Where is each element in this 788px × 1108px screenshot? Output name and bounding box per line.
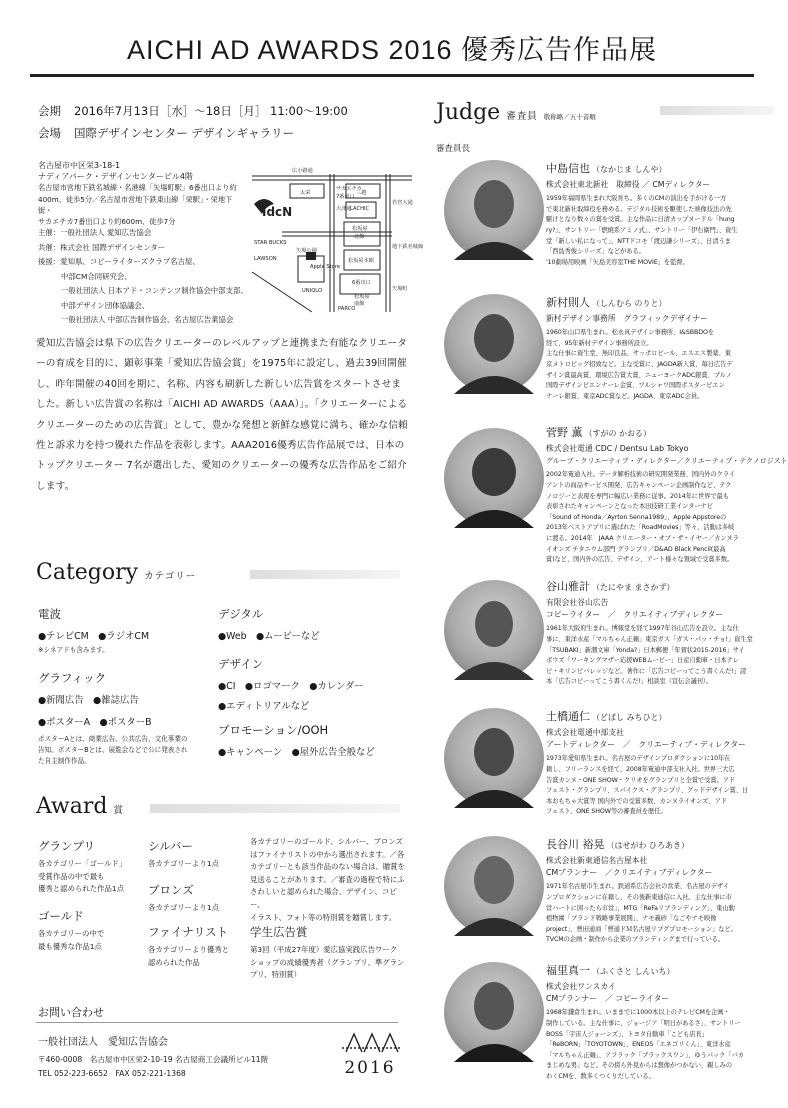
aaa-logo-mark — [330, 1028, 410, 1058]
map-label: Apple Store — [310, 264, 341, 270]
judge-role: 株式会社ワンスカイ — [546, 982, 616, 991]
chief-judge-label: 審査員長 — [436, 144, 471, 154]
category-rule — [250, 570, 400, 579]
judge-role: コピーライター ／ クリエイティブディレクター — [546, 610, 724, 620]
award-desc: 各カテゴリーより1点 — [148, 859, 219, 868]
judge-name: 長谷川 裕晃 （はせがわ ひろあき） — [546, 838, 690, 851]
judge-heading-en: Judge — [436, 100, 501, 125]
category-group-design — [218, 656, 408, 712]
event-venue — [38, 122, 418, 144]
access-line: 名古屋市営地下鉄名城線・名港線「矢場町駅」6番出口より約 — [38, 183, 237, 193]
access-map — [252, 164, 424, 312]
judge-role: 株式会社東北新社 取締役 ／ CMディレクター — [546, 180, 711, 189]
judge-role: 株式会社電通中部支社 — [546, 728, 624, 737]
award-name: シルバー — [148, 839, 193, 853]
category-group-graphic — [38, 670, 198, 767]
judge-role: CMプランナー ／クリエイティブディレクター — [546, 868, 713, 878]
judge-photo — [444, 708, 544, 808]
map-label: 大津通 — [336, 206, 352, 212]
category-items: ●新聞広告 ●雑誌広告 — [38, 695, 139, 706]
judge-photo — [444, 428, 544, 528]
judge-entry — [546, 578, 786, 688]
award-name: ブロンズ — [148, 883, 194, 897]
judge-entry — [546, 708, 786, 818]
category-heading — [36, 560, 196, 585]
map-graphic — [252, 164, 424, 312]
access-line: 400m、徒歩5分／名古屋市営地下鉄東山線「栄駅」・栄地下街・ — [38, 194, 233, 215]
period-value: 2016年7月13日［水］～18日［月］ 11:00～19:00 — [74, 104, 348, 118]
award-heading-jp: 賞 — [113, 805, 124, 816]
intro-paragraph: 愛知広告協会は県下の広告クリエーターのレベルアップと連携また有能なクリエーターの育成を目的に、顕彰事業「愛知広告協会賞」を1975年に設定し、過去39回開催し、昨年開催の40回を期に、名称、内容も刷新した新しい広告賞をスタートさせました。新しい広告賞の名称は「AICHI AD AWARDS（AAA）」。「クリエーターによるクリエーターのための広告賞」として、豊かな発想と新鮮な感覚に満ち、確かな信頼性と訴求力を持つ優れた作品を表彰します。AAA2016優秀広告作品展では、日本のトップクリエーター 7名が選出した、愛知のクリエーターの優秀な広告作品をご紹介します。 — [36, 338, 408, 492]
award-heading — [36, 794, 124, 819]
category-note: ※シネアドも含みます。 — [38, 646, 109, 654]
map-label: 北館 — [354, 234, 365, 240]
award-desc: 各カテゴリー「ゴールド」 受賞作品の中で最も 優秀と認められた作品1点 — [38, 859, 127, 894]
category-items: ●Web ●ムービーなど — [218, 631, 320, 642]
award-bronze — [148, 882, 228, 915]
category-heading-jp: カテゴリー — [144, 571, 197, 582]
award-name: ファイナリスト — [148, 925, 229, 939]
venue-label: 会場 — [38, 126, 61, 140]
event-info — [38, 100, 418, 144]
category-name: グラフィック — [38, 671, 107, 685]
category-items: ●エディトリアルなど — [218, 701, 310, 712]
map-label: 松坂屋 — [352, 226, 368, 232]
aaa-logo-year: 2016 — [344, 1058, 396, 1078]
judge-photo — [444, 962, 544, 1062]
contact-phone: TEL 052-223-6652 FAX 052-221-1368 — [38, 1068, 186, 1078]
award-finalist — [148, 924, 238, 969]
support-lead: 後援：愛知県、コピーライターズクラブ名古屋、 — [38, 257, 200, 266]
award-gold — [38, 908, 148, 953]
period-label: 会期 — [38, 104, 61, 118]
category-heading-en: Category — [36, 560, 139, 585]
support-line: 中部CM合同研究会、 — [61, 271, 132, 281]
support-line: 中部デザイン団体協議会、 — [61, 300, 150, 310]
category-items: ●ポスターA ●ポスターB — [38, 717, 152, 728]
judge-role: 株式会社新東通信名古屋本社 — [546, 856, 648, 865]
judge-name: 福里真一 （ふくさと しんいち） — [546, 964, 675, 977]
organizers — [38, 226, 268, 328]
award-rule — [150, 804, 400, 813]
judge-photo — [444, 836, 544, 936]
map-label: 松坂屋本館 — [348, 258, 374, 264]
cohost: 共催：株式会社 国際デザインセンター — [38, 242, 166, 252]
judge-bio: 1971年名古屋市生まれ。鉄道系広告会社の営業、名古屋のデザイ ンプロダクションに在籍し、その後新東通信に入社。主な仕事に市 営ハートに困ったら市営」、MTG「ReFaリブランディング」、東山動 植物園「ブランド戦略事業展開」、ナモ義砂「なごやナモ映像 project」、豊田通商「豊通ドＭ名古屋リブグプロモーション」など。 TVCMの企画・制作から企業のブランディングまで行っている。 — [546, 883, 737, 944]
award-desc: 第3回（平成27年度）愛広協実践広告ワーク ショップの成績優秀者（グランプリ、準グラン プリ、特別賞） — [250, 945, 405, 980]
map-label: 若宮大通 — [392, 200, 413, 206]
judge-entry — [546, 424, 788, 566]
judge-entry — [546, 962, 786, 1083]
map-label: LAWSON — [254, 256, 277, 262]
contact-org: 一般社団法人 愛知広告協会 — [38, 1037, 168, 1048]
map-label: UNIQLO — [302, 288, 323, 294]
venue-value: 国際デザインセンター デザインギャラリー — [74, 126, 295, 140]
map-label: サカエチカ — [336, 186, 362, 192]
award-heading-en: Award — [36, 794, 108, 819]
judge-photo — [444, 160, 544, 260]
map-label: 三越 — [356, 190, 367, 196]
judge-name: 中島信也 （なかじま しんや） — [546, 162, 667, 175]
title-divider — [30, 74, 754, 77]
judge-heading — [436, 100, 596, 125]
judge-name: 新村則人 （しんむら のりと） — [546, 296, 667, 309]
map-label: STAR BUCKS — [254, 240, 287, 246]
award-desc: 各カテゴリーの中で 最も優秀な作品1点 — [38, 929, 105, 951]
map-label: 地下鉄名城線 — [392, 244, 424, 250]
category-name: プロモーション/OOH — [218, 723, 329, 737]
contact-address: 〒460-0008 名古屋市中区栄2-10-19 名古屋商工会議所ビル11階 — [38, 1055, 269, 1064]
judge-name: 土橋通仁 （どばし みちひと） — [546, 710, 667, 723]
judge-entry — [546, 836, 786, 946]
map-label: LACHIC — [350, 206, 370, 212]
category-group-promotion — [218, 722, 408, 758]
map-label: 松坂屋 — [354, 294, 370, 300]
award-desc: 各カテゴリーより1点 — [148, 903, 219, 912]
award-name: ゴールド — [38, 909, 84, 923]
venue-address — [38, 160, 243, 227]
host: 主催：一般社団法人 愛知広告協会 — [38, 228, 152, 237]
judge-name: 谷山雅計 （たにやま まさかず） — [546, 580, 675, 593]
access-line: サカエチカ7番出口より約600m、徒歩7分 — [38, 217, 176, 227]
judge-rule — [660, 106, 774, 115]
judge-bio: 1968年鎌倉生まれ。いままでに1000本以上のテレビCMを企画・ 制作している。主な仕事に、ジョージア「明日があるさ」、サントリー BOSS「宇宙人ジョーンズ」、トヨタ自動車「こども店長」 「ReBORN」「TOYOTOWN」、ENEOS「エネゴリくん」、東洋水産 「マルちゃん正麺」、アフラック「ブラックスワン」、ゆうパック「バカ まじめな男」など。その傍ら外見からは想像がつかない、親しみの わくCMを、数多くつくりだしている。 — [546, 1009, 744, 1080]
judge-entry — [546, 160, 786, 268]
map-label: 7番出口 — [336, 194, 355, 200]
award-student — [250, 924, 410, 982]
judge-bio: 2002年電通入社。データ解析技術の研究開発業務、国内外のクライ アントの商品サービス開発、広告キャンペーン企画制作など、テク ノロジーと表現を専門に幅広い業務に従事。2014年に世界で最も 表彰されたキャンペーンとなった本田技研工業インターナビ 「Sound of Honda／Ayrton Senna1989」、Apple Appstoreの 2013年ベストアプリに選ばれた「RoadMovies」等々、活動は多岐 に渡る。2014年 JAAA クリエーター・オブ・ザ・イヤー／カンヌラ イオンズ チタニウム部門 グランプリ／D&AD Black Pencil(最高 賞)など、国内外の広告、デザイン、アート様々な領域で受賞多数。 — [546, 471, 739, 564]
category-name: デジタル — [218, 607, 264, 621]
award-desc: 各カテゴリーより優秀と 認められた作品 — [148, 945, 230, 967]
category-items: ●CI ●ロゴマーク ●カレンダー — [218, 681, 364, 692]
category-note: ポスターAとは、商業広告、公共広告、文化事業の告知。ポスターBとは、展覧会などで公に発表された自主制作作品。 — [38, 735, 188, 765]
map-label: 広小路通 — [292, 168, 313, 174]
award-note: 各カテゴリーのゴールド、シルバー、ブロンズ はファイナリストの中から選出されます。／各 カテゴリーとも該当作品のない場合は、贈賞を 見送ることがあります。／審査の過程で特にふ さわしいと認められた場合、デザイン、コピー、 イラスト、フォト等の特別賞を贈賞します。 — [250, 837, 405, 922]
support-line: 一般社団法人 中部広告制作協会、名古屋広告業協会 — [61, 315, 234, 324]
award-name: 学生広告賞 — [250, 925, 308, 939]
award-grandprix — [38, 838, 148, 896]
judge-photo — [444, 580, 544, 680]
map-label: 6番出口 — [352, 280, 371, 286]
judge-order-note: 敬称略／五十音順 — [543, 113, 596, 121]
judge-bio: 1961年大阪府生まれ。博報堂を経て1997年谷山広告を設立。主な仕 事に、東洋水産「マルちゃん正麺」東京ガス「ガス・パッ・チョ!」資生堂 「TSUBAKI」新潮文庫「Yonda?」日本郵便「年賀状2015-2016」サイ ボウズ「ワーキングマザー応援WEBムービー」日産自動車・日本テレ ビ・キリンビバレッジなど。著作に「広告コピーってこう書くんだ!」読 本「広告コピーってこう書くんだ!」相談室（宣伝会議刊）。 — [546, 625, 753, 686]
category-items: ●キャンペーン ●屋外広告全般など — [218, 747, 375, 758]
judge-role: 有限会社谷山広告 — [546, 598, 609, 607]
award-silver — [148, 838, 228, 871]
judge-bio: 1959年福岡県生まれ大阪育ち。多くのCMの演出を手がける一方 で東北新社取締役を務める。デジタル技術を駆使した映像技法の先 駆けとなり数々の賞を受賞。主な作品に日清カップヌードル「hung ry?」、サントリー「燃焼系アミノ式」、サントリー「伊右衛門」、資生 堂「新しい私になって」、NTTドコモ「渡辺謙シリーズ」、日清うま 「西島秀俊シリーズ」などがある。 '10劇場用映画「矢島美容室THE MOVIE」を監督。 — [546, 195, 738, 266]
judge-entry — [546, 294, 786, 402]
category-items: ●テレビCM ●ラジオCM — [38, 631, 150, 642]
map-label: PARCO — [338, 306, 356, 312]
contact-details — [38, 1053, 268, 1080]
category-name: デザイン — [218, 657, 264, 671]
map-label: 矢場公園 — [296, 248, 317, 254]
map-label: 南館 — [354, 301, 365, 307]
category-group-digital — [218, 606, 408, 642]
judge-role: 株式会社電通 CDC / Dentsu Lab Tokyo — [546, 444, 689, 453]
judge-role: グループ・クリエーティブ・ディレクター／クリエーティブ・テクノロジスト — [546, 457, 788, 466]
category-group-broadcast — [38, 606, 218, 656]
map-label: 矢場町 — [392, 286, 408, 292]
page-title: AICHI AD AWARDS 2016 優秀広告作品展 — [126, 35, 658, 65]
judge-role: CMプランナー ／ コピーライター — [546, 994, 670, 1004]
address-line: ナディアパーク・デザインセンタービル4階 — [38, 172, 193, 182]
map-label: 太栄 — [300, 190, 311, 196]
contact-divider — [36, 1022, 398, 1023]
support-line: 一般社団法人 日本アド・コンテンツ制作協会中部支部、 — [61, 286, 248, 295]
judge-photo — [444, 294, 544, 394]
event-period — [38, 100, 418, 122]
address-line: 名古屋市中区栄3-18-1 — [38, 161, 121, 170]
judge-heading-jp: 審査員 — [506, 111, 538, 122]
contact-heading: お問い合わせ — [38, 1006, 104, 1019]
judge-role: 新村デザイン事務所 グラフィックデザイナー — [546, 314, 709, 323]
category-name: 電波 — [38, 607, 61, 621]
judge-role: アートディレクター ／ クリエーティブ・ディレクター — [546, 740, 746, 750]
judge-bio: 1960年山口県生まれ。松永真デザイン事務所、I&SBBDOを 経て、95年新村デザイン事務所設立。 主な仕事に資生堂、無印良品、サッポロビール、エスエス製薬、東 京メトロピッグ招致など。主な受賞に、JAGDA新人賞、毎日広告デ ザイン賞最高賞、環境広告賞大賞、ニューヨークADC銀賞、ブルノ 国際デザインビエンナーレ金賞、ワルシャワ国際ポスタービエン ナーレ銀賞、東京ADC賞など。JAGDA、東京ADC会員。 — [546, 329, 733, 400]
judge-name: 菅野 薫 （すがの かおる） — [546, 426, 652, 439]
judge-bio: 1973年愛知県生まれ。名古屋のデザインプロダクションに10年在 籍し、フリーランスを経て、2008年電通中部支社入社。世界三大広 告賞カンヌ・ONE SHOW・クリオをグランプリと全賞で受賞。アド フェスト・グランプリ、スパイクス・グランプリ、グッドデザイン賞、日 本おもちゃ大賞等 国内外での受賞多数、カンヌライオンズ、アド フェスト、ONE SHOW等の審査員を歴任。 — [546, 755, 749, 816]
map-label-idcn: IdcN — [262, 205, 293, 219]
award-name: グランプリ — [38, 839, 96, 853]
